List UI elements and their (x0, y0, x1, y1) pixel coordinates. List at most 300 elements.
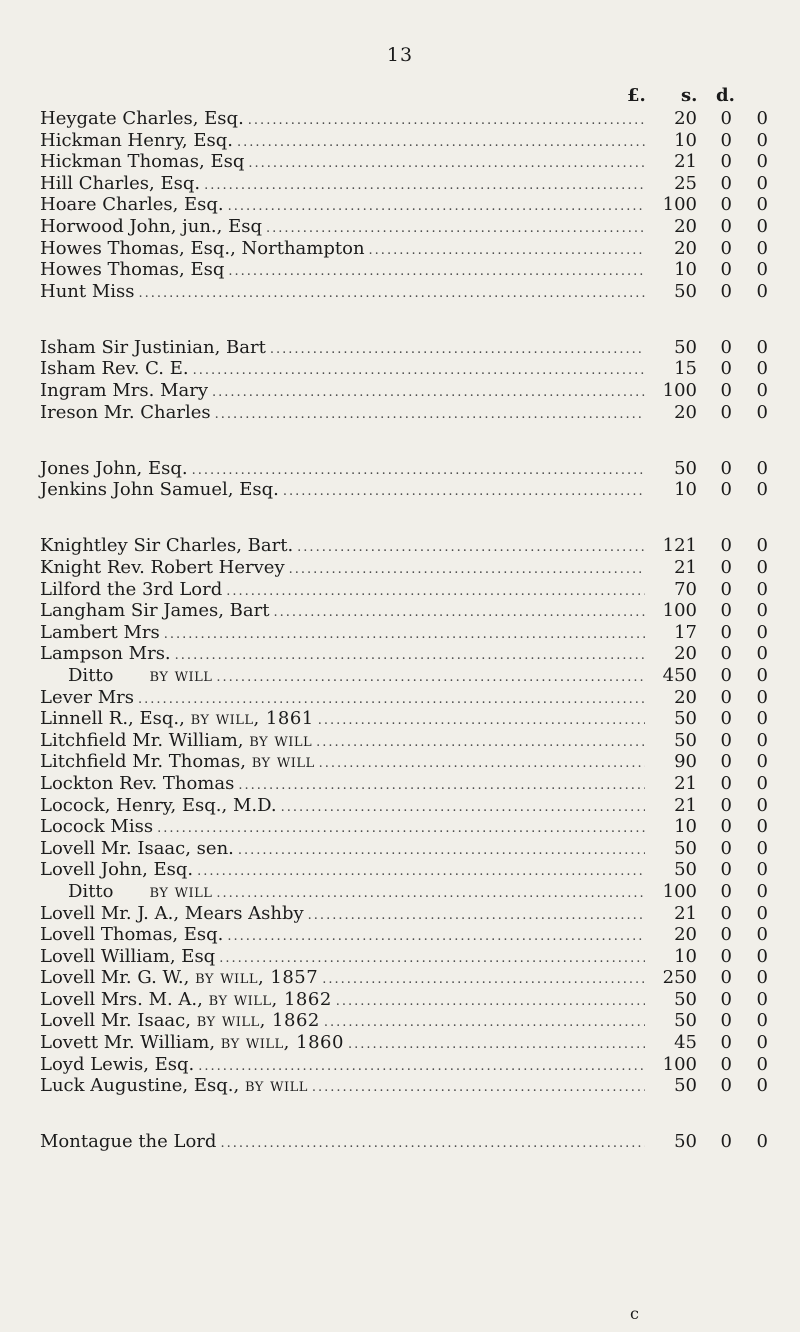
pounds-amount: 25 (674, 172, 697, 194)
subscriber-name (40, 881, 212, 903)
shillings-amount: 0 (720, 1010, 732, 1032)
pounds-amount: 100 (662, 380, 697, 402)
shillings-amount: 0 (720, 600, 732, 622)
subscriber-name (40, 479, 279, 501)
pounds-amount: 121 (662, 535, 697, 557)
shillings-amount: 0 (720, 794, 732, 816)
pounds-amount: 10 (674, 479, 697, 501)
subscriber-name-text: Lovell Mr. J. A., Mears Ashby (40, 902, 304, 924)
pounds-amount: 50 (674, 708, 697, 730)
subscriber-name-text: Howes Thomas, Esq., Northampton (40, 237, 365, 259)
subscriber-row (40, 600, 768, 622)
pounds-amount: 10 (674, 945, 697, 967)
subscriber-row (40, 281, 768, 303)
pounds-amount: 50 (674, 729, 697, 751)
pounds-amount: 17 (674, 621, 697, 643)
subscriber-name-text: Horwood John, jun., Esq (40, 215, 262, 237)
subscriber-name-text: Isham Sir Justinian, Bart (40, 336, 266, 358)
pounds-amount: 21 (674, 902, 697, 924)
leader-dots (193, 360, 645, 382)
subscriber-name (40, 1075, 308, 1097)
subscriber-name-text: Hickman Thomas, Esq (40, 151, 245, 173)
pounds-amount: 50 (674, 1075, 697, 1097)
subscriber-row (40, 1032, 768, 1054)
subscriber-name-text: Lovell Mrs. M. A., (40, 988, 203, 1010)
subscriber-name (40, 838, 234, 860)
signature-mark: c (630, 1304, 639, 1323)
leader-dots (273, 602, 645, 624)
subscriber-name-text: Loyd Lewis, Esq. (40, 1053, 195, 1075)
pence-amount: 0 (756, 535, 768, 557)
subscriber-name-text: Heygate Charles, Esq. (40, 108, 244, 129)
subscriber-name-text: Litchfield Mr. Thomas, (40, 751, 246, 773)
subscriber-note: by will (149, 664, 213, 686)
subscriber-name (40, 281, 135, 303)
subscriber-row (40, 816, 768, 838)
subscriber-row (40, 751, 768, 773)
pounds-amount: 100 (662, 880, 697, 902)
leader-dots (248, 110, 645, 132)
subscriber-row (40, 194, 768, 216)
leader-dots (157, 818, 645, 840)
pounds-amount: 45 (674, 1032, 697, 1054)
subscriber-name (40, 859, 193, 881)
pounds-amount: 20 (674, 686, 697, 708)
subscriber-name (40, 967, 318, 989)
subscriber-name-text: Lovell Mr. G. W., (40, 967, 190, 989)
subscriber-row (40, 337, 768, 359)
subscriber-name (40, 665, 212, 687)
pounds-amount: 100 (662, 194, 697, 216)
pounds-amount: 100 (662, 1053, 697, 1075)
subscriber-name (40, 816, 153, 838)
subscriber-name (40, 557, 285, 579)
subscriber-name (40, 151, 244, 173)
shillings-amount: 0 (720, 457, 732, 479)
subscriber-name-text: Howes Thomas, Esq (40, 259, 225, 281)
subscriber-group (40, 337, 768, 423)
subscriber-name-text: Ireson Mr. Charles (40, 401, 211, 423)
pounds-amount: 20 (674, 643, 697, 665)
shillings-amount: 0 (720, 336, 732, 358)
pence-amount: 0 (756, 794, 768, 816)
leader-dots (324, 1012, 645, 1034)
pence-amount: 0 (756, 643, 768, 665)
subscriber-name-text: Ditto (68, 880, 114, 902)
subscriber-name (40, 795, 277, 817)
shillings-amount: 0 (720, 751, 732, 773)
subscriber-row (40, 535, 768, 557)
subscriber-name (40, 600, 269, 622)
leader-dots (318, 710, 645, 732)
shillings-amount: 0 (720, 1053, 732, 1075)
subscriber-row (40, 838, 768, 860)
subscriber-row (40, 479, 768, 501)
subscriber-name-text: Ditto (68, 664, 114, 686)
leader-dots (336, 991, 645, 1013)
shillings-amount: 0 (720, 686, 732, 708)
shillings-column-header: s. (681, 85, 698, 106)
subscriber-group (40, 458, 768, 501)
subscriber-name (40, 194, 224, 216)
pence-amount: 0 (756, 945, 768, 967)
subscriber-name (40, 687, 134, 709)
shillings-amount: 0 (720, 215, 732, 237)
subscriber-note: by will (251, 751, 315, 773)
subscriber-note: by will, 1860 (220, 1032, 344, 1054)
subscriber-group (40, 108, 768, 302)
subscriber-row (40, 579, 768, 601)
shillings-amount: 0 (720, 708, 732, 730)
subscriber-row (40, 708, 768, 730)
shillings-amount: 0 (720, 772, 732, 794)
pence-amount: 0 (756, 380, 768, 402)
leader-dots (227, 926, 645, 948)
subscriber-row (40, 730, 768, 752)
leader-dots (308, 905, 645, 927)
subscriber-row (40, 130, 768, 152)
subscriber-note: by will, 1862 (196, 1010, 320, 1032)
leader-dots (138, 689, 645, 711)
pence-amount: 0 (756, 557, 768, 578)
subscriber-name (40, 535, 293, 557)
shillings-amount: 0 (720, 664, 732, 686)
subscriber-row (40, 622, 768, 644)
pence-amount: 0 (756, 880, 768, 902)
subscriber-name (40, 751, 315, 773)
pounds-amount: 21 (674, 794, 697, 816)
subscriber-row (40, 967, 768, 989)
shillings-amount: 0 (720, 1032, 732, 1054)
subscriber-row (40, 773, 768, 795)
subscriber-name-text: Lockton Rev. Thomas (40, 772, 235, 794)
subscriber-row (40, 643, 768, 665)
subscriber-name (40, 730, 312, 752)
shillings-amount: 0 (720, 358, 732, 380)
pounds-amount: 50 (674, 1131, 697, 1153)
pence-amount: 0 (756, 686, 768, 708)
subscriber-row (40, 687, 768, 709)
leader-dots (312, 1077, 645, 1099)
pence-amount: 0 (756, 751, 768, 773)
subscriber-group (40, 535, 768, 1096)
subscriber-name (40, 1131, 216, 1153)
pence-amount: 0 (756, 457, 768, 479)
pence-amount: 0 (756, 215, 768, 237)
subscriber-note: by will (249, 729, 313, 751)
subscriber-row (40, 216, 768, 238)
pence-amount: 0 (756, 967, 768, 989)
subscriber-name-text: Ingram Mrs. Mary (40, 380, 209, 402)
shillings-amount: 0 (720, 237, 732, 259)
shillings-amount: 0 (720, 945, 732, 967)
subscriber-name (40, 579, 222, 601)
shillings-amount: 0 (720, 280, 732, 302)
subscriber-name-text: Lovell Mr. Isaac, sen. (40, 837, 234, 859)
subscriber-group (40, 1131, 768, 1153)
pounds-amount: 21 (674, 557, 697, 578)
pounds-amount: 90 (674, 751, 697, 773)
subscriber-name-text: Hunt Miss (40, 280, 135, 302)
pence-amount: 0 (756, 988, 768, 1010)
leader-dots (226, 581, 645, 603)
pence-amount: 0 (756, 1075, 768, 1097)
subscriber-name (40, 708, 314, 730)
subscriber-name-text: Linnell R., Esq., (40, 708, 185, 730)
subscriber-name (40, 989, 332, 1011)
leader-dots (219, 948, 645, 970)
subscriber-name-text: Locock Miss (40, 816, 154, 838)
pence-amount: 0 (756, 1010, 768, 1032)
subscriber-name (40, 946, 215, 968)
subscriber-name-text: Montague the Lord (40, 1131, 217, 1153)
leader-dots (216, 883, 645, 905)
subscriber-name-text: Lilford the 3rd Lord (40, 578, 223, 600)
shillings-amount: 0 (720, 380, 732, 402)
leader-dots (215, 404, 645, 426)
leader-dots (319, 753, 645, 775)
subscriber-name-text: Litchfield Mr. William, (40, 729, 244, 751)
subscriber-name-text: Hoare Charles, Esq. (40, 194, 224, 216)
pence-amount: 0 (756, 129, 768, 151)
pence-amount: 0 (756, 479, 768, 501)
subscriber-row (40, 859, 768, 881)
subscriber-name-text: Knight Rev. Robert Hervey (40, 557, 285, 578)
leader-dots (220, 1133, 645, 1155)
pence-amount: 0 (756, 336, 768, 358)
pence-amount: 0 (756, 358, 768, 380)
leader-dots (198, 1056, 645, 1078)
subscriber-row (40, 259, 768, 281)
shillings-amount: 0 (720, 902, 732, 924)
pence-column-header: d. (716, 85, 735, 106)
subscriber-name (40, 173, 200, 195)
shillings-amount: 0 (720, 859, 732, 881)
subscriber-name (40, 130, 233, 152)
pence-amount: 0 (756, 600, 768, 622)
pounds-amount: 10 (674, 259, 697, 281)
subscriber-row (40, 1131, 768, 1153)
leader-dots (164, 624, 645, 646)
pence-amount: 0 (756, 401, 768, 423)
subscriber-row (40, 881, 768, 903)
subscriber-name-text: Knightley Sir Charles, Bart. (40, 535, 294, 557)
page-number: 13 (386, 44, 414, 66)
subscriber-name (40, 337, 266, 359)
subscriber-name (40, 1010, 320, 1032)
pounds-amount: 20 (674, 108, 697, 129)
subscriber-note: by will, 1861 (190, 708, 314, 730)
leader-dots (348, 1034, 645, 1056)
subscriber-row (40, 924, 768, 946)
subscriber-name-text: Lovett Mr. William, (40, 1032, 216, 1054)
pence-amount: 0 (756, 1032, 768, 1054)
subscriber-name-text: Hickman Henry, Esq. (40, 129, 233, 151)
pence-amount: 0 (756, 1053, 768, 1075)
subscriber-row (40, 151, 768, 173)
pounds-amount: 10 (674, 816, 697, 838)
shillings-amount: 0 (720, 967, 732, 989)
pence-amount: 0 (756, 664, 768, 686)
shillings-amount: 0 (720, 401, 732, 423)
leader-dots (175, 645, 645, 667)
subscriber-name-text: Isham Rev. C. E. (40, 358, 189, 380)
subscriber-row (40, 238, 768, 260)
subscriber-row (40, 665, 768, 687)
shillings-amount: 0 (720, 837, 732, 859)
leader-dots (197, 861, 645, 883)
subscriber-name-text: Jenkins John Samuel, Esq. (40, 479, 279, 501)
subscriber-name-text: Hill Charles, Esq. (40, 172, 201, 194)
leader-dots (228, 261, 645, 283)
leader-dots (316, 732, 645, 754)
pounds-amount: 50 (674, 1010, 697, 1032)
subscriber-name-text: Locock, Henry, Esq., M.D. (40, 794, 277, 816)
subscription-list (40, 108, 768, 1187)
leader-dots (212, 382, 645, 404)
subscriber-row (40, 380, 768, 402)
pounds-amount: 50 (674, 457, 697, 479)
pounds-amount: 450 (662, 664, 697, 686)
subscriber-note: by will (149, 880, 213, 902)
subscriber-row (40, 557, 768, 579)
leader-dots (204, 175, 645, 197)
leader-dots (283, 481, 645, 503)
pence-amount: 0 (756, 194, 768, 216)
leader-dots (237, 132, 645, 154)
pounds-amount: 50 (674, 280, 697, 302)
shillings-amount: 0 (720, 1075, 732, 1097)
pounds-column-header: £. (627, 85, 646, 106)
pounds-amount: 10 (674, 129, 697, 151)
subscriber-name-text: Lovell John, Esq. (40, 859, 194, 881)
subscriber-name-text: Langham Sir James, Bart (40, 600, 270, 622)
shillings-amount: 0 (720, 129, 732, 151)
leader-dots (238, 840, 645, 862)
shillings-amount: 0 (720, 259, 732, 281)
pounds-amount: 50 (674, 837, 697, 859)
pence-amount: 0 (756, 151, 768, 173)
leader-dots (216, 667, 645, 689)
subscriber-row (40, 358, 768, 380)
pounds-amount: 50 (674, 988, 697, 1010)
subscriber-name (40, 643, 171, 665)
leader-dots (281, 797, 645, 819)
subscriber-name (40, 773, 234, 795)
subscriber-row (40, 1054, 768, 1076)
pence-amount: 0 (756, 237, 768, 259)
shillings-amount: 0 (720, 578, 732, 600)
subscriber-name (40, 903, 304, 925)
pence-amount: 0 (756, 621, 768, 643)
pence-amount: 0 (756, 108, 768, 129)
leader-dots (192, 460, 645, 482)
pounds-amount: 50 (674, 336, 697, 358)
shillings-amount: 0 (720, 643, 732, 665)
shillings-amount: 0 (720, 557, 732, 578)
subscriber-row (40, 989, 768, 1011)
subscriber-row (40, 795, 768, 817)
shillings-amount: 0 (720, 535, 732, 557)
subscriber-name (40, 259, 224, 281)
subscriber-name (40, 108, 244, 130)
subscriber-note: by will, 1857 (195, 967, 319, 989)
pounds-amount: 21 (674, 772, 697, 794)
subscriber-name (40, 358, 189, 380)
leader-dots (369, 240, 645, 262)
subscriber-row (40, 1010, 768, 1032)
subscriber-name (40, 380, 208, 402)
subscriber-row (40, 1075, 768, 1097)
pence-amount: 0 (756, 859, 768, 881)
shillings-amount: 0 (720, 194, 732, 216)
shillings-amount: 0 (720, 816, 732, 838)
pounds-amount: 100 (662, 600, 697, 622)
pence-amount: 0 (756, 1131, 768, 1153)
subscriber-row (40, 458, 768, 480)
shillings-amount: 0 (720, 151, 732, 173)
subscriber-name (40, 1032, 344, 1054)
subscriber-name-text: Luck Augustine, Esq., (40, 1075, 240, 1097)
subscriber-name-text: Lever Mrs (40, 686, 135, 708)
subscriber-row (40, 108, 768, 130)
subscriber-row (40, 173, 768, 195)
pence-amount: 0 (756, 578, 768, 600)
shillings-amount: 0 (720, 1131, 732, 1153)
shillings-amount: 0 (720, 988, 732, 1010)
shillings-amount: 0 (720, 108, 732, 129)
subscriber-name-text: Lovell William, Esq (40, 945, 216, 967)
pence-amount: 0 (756, 280, 768, 302)
pounds-amount: 15 (674, 358, 697, 380)
pounds-amount: 20 (674, 924, 697, 946)
pence-amount: 0 (756, 729, 768, 751)
shillings-amount: 0 (720, 880, 732, 902)
pence-amount: 0 (756, 259, 768, 281)
subscriber-name (40, 924, 223, 946)
subscriber-name-text: Lambert Mrs (40, 621, 160, 643)
subscriber-name (40, 1054, 194, 1076)
subscriber-name (40, 402, 211, 424)
leader-dots (289, 559, 645, 581)
pence-amount: 0 (756, 772, 768, 794)
subscriber-name-text: Lovell Mr. Isaac, (40, 1010, 191, 1032)
leader-dots (228, 196, 645, 218)
subscriber-name-text: Lovell Thomas, Esq. (40, 924, 224, 946)
pounds-amount: 250 (662, 967, 697, 989)
pence-amount: 0 (756, 172, 768, 194)
subscriber-name (40, 622, 160, 644)
subscriber-name (40, 216, 262, 238)
pence-amount: 0 (756, 708, 768, 730)
pounds-amount: 20 (674, 401, 697, 423)
pounds-amount: 20 (674, 237, 697, 259)
shillings-amount: 0 (720, 729, 732, 751)
leader-dots (238, 775, 645, 797)
leader-dots (248, 153, 645, 175)
leader-dots (270, 339, 645, 361)
pounds-amount: 50 (674, 859, 697, 881)
subscriber-note: by will, 1862 (208, 988, 332, 1010)
pounds-amount: 20 (674, 215, 697, 237)
subscriber-name-text: Lampson Mrs. (40, 643, 171, 665)
subscriber-name (40, 238, 365, 260)
shillings-amount: 0 (720, 172, 732, 194)
subscriber-row (40, 903, 768, 925)
subscriber-name (40, 458, 188, 480)
pence-amount: 0 (756, 902, 768, 924)
pence-amount: 0 (756, 816, 768, 838)
